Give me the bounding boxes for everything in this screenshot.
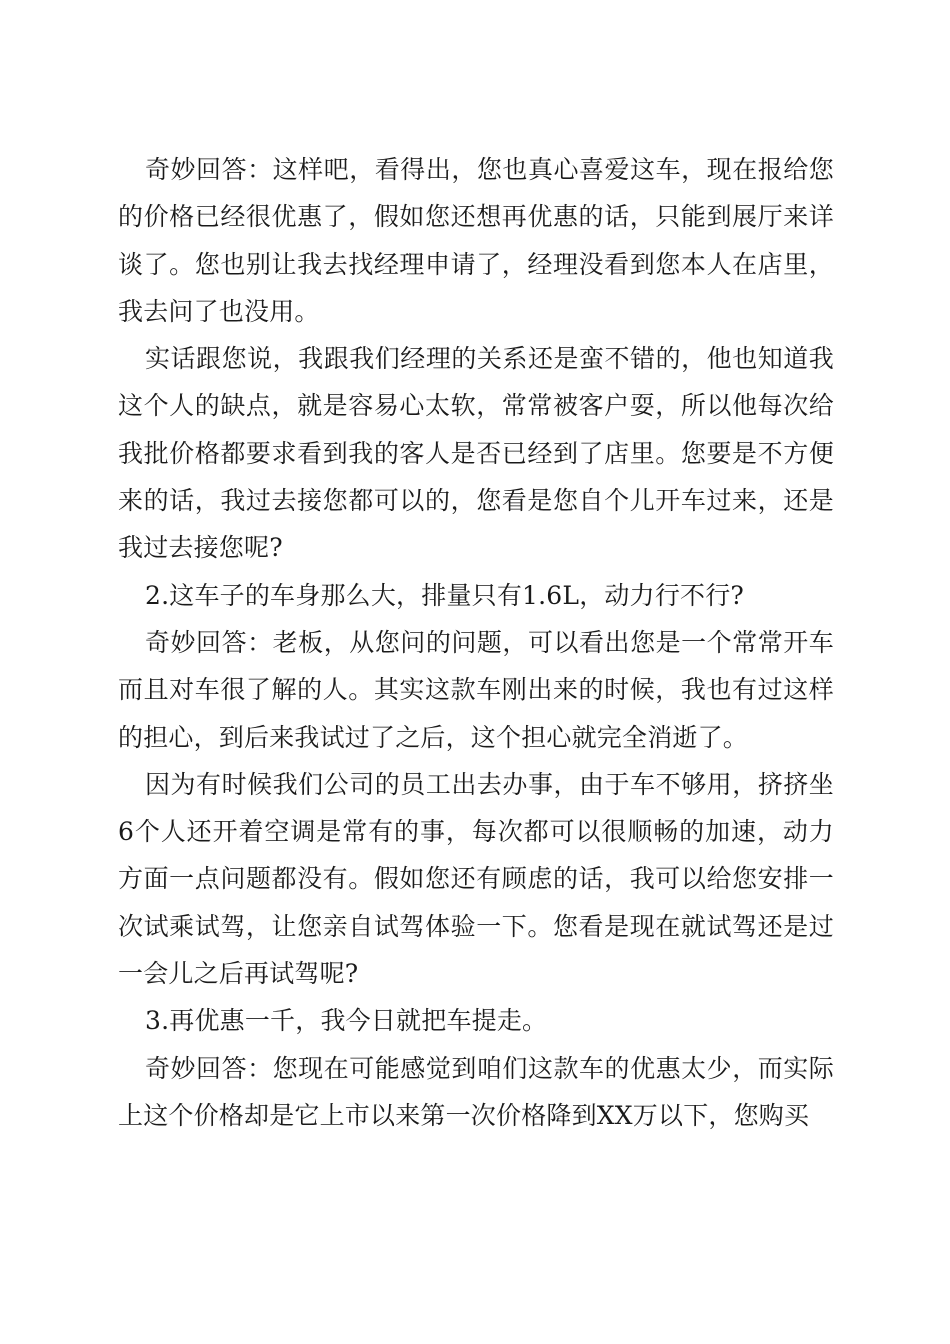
paragraph-answer-price: 奇妙回答：这样吧，看得出，您也真心喜爱这车，现在报给您的价格已经很优惠了，假如您还想再优惠的话，只能到展厅来详谈了。您也别让我去找经理申请了，经理没看到您本人在店里，我去问了也没用。 — [118, 155, 834, 326]
document-body — [118, 146, 834, 1139]
paragraph-answer-discount: 奇妙回答：您现在可能感觉到咱们这款车的优惠太少，而实际上这个价格却是它上市以来第一次价格降到XX万以下，您购买 — [118, 1053, 834, 1130]
paragraph-test-drive: 因为有时候我们公司的员工出去办事，由于车不够用，挤挤坐6个人还开着空调是常有的事，每次都可以很顺畅的加速，动力方面一点问题都没有。假如您还有顾虑的话，我可以给您安排一次试乘试驾，让您亲自试驾体验一下。您看是现在就试驾还是过一会儿之后再试驾呢? — [118, 769, 834, 989]
paragraph-question-discount: 3.再优惠一千，我今日就把车提走。 — [145, 1006, 548, 1036]
paragraph-question-engine: 2.这车子的车身那么大，排量只有1.6L，动力行不行? — [145, 580, 745, 610]
paragraph-answer-engine: 奇妙回答：老板，从您问的问题，可以看出您是一个常常开车而且对车很了解的人。其实这款车刚出来的时候，我也有过这样的担心，到后来我试过了之后，这个担心就完全消逝了。 — [118, 627, 834, 752]
paragraph-manager-relationship: 实话跟您说，我跟我们经理的关系还是蛮不错的，他也知道我这个人的缺点，就是容易心太软，常常被客户耍，所以他每次给我批价格都要求看到我的客人是否已经到了店里。您要是不方便来的话，我过去接您都可以的，您看是您自个儿开车过来，还是我过去接您呢? — [118, 344, 834, 563]
